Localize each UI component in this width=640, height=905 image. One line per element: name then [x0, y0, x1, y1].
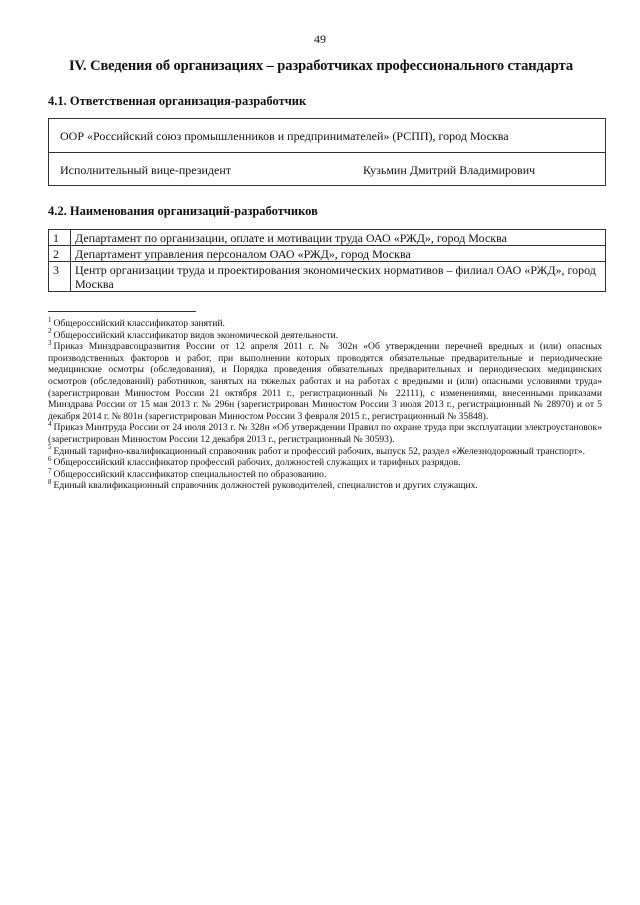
footnote-mark: 7	[48, 466, 52, 475]
footnotes	[48, 315, 602, 492]
footnote	[48, 422, 602, 445]
footnote-mark: 5	[48, 443, 52, 452]
footnote	[48, 327, 602, 342]
row-number: 1	[49, 230, 71, 246]
footnote-text: Общероссийский классификатор специальностей по образованию.	[53, 468, 327, 480]
footnote	[48, 454, 602, 469]
footnote-text: Приказ Минздравсоцразвития России от 12 апреля 2011 г. № 302н «Об утверждении перечней вредных и (или) опасных производственных факторов и работ, при выполнении которых проводятся обязательные предварительные и периодические медицинские осмотры (обследования), и Порядка проведения обязательных предварительных и периодических медицинских осмотров (обследований) работников, занятых на тяжелых работах и на работах с вредными и (или) опасными условиями труда» (зарегистрирован Минюстом России 21 октября 2011 г., регистрационный № 22111), с изменениями, внесенными приказами Минздрава России от 15 мая 2013 г. № 296н (зарегистрирован Минюстом России 3 июля 2013 г., регистрационный № 28970) и от 5 декабря 2014 г. № 801н (зарегистрирован Минюстом России 3 февраля 2015 г., регистрационный № 35848).	[48, 341, 602, 422]
footnote	[48, 341, 602, 422]
footnote-text: Общероссийский классификатор видов экономической деятельности.	[53, 329, 339, 341]
org-name: Департамент управления персоналом ОАО «РЖД», город Москва	[71, 246, 606, 262]
footnote	[48, 315, 602, 330]
responsible-person: Кузьмин Дмитрий Владимирович	[363, 163, 536, 177]
footnote-separator	[48, 311, 196, 312]
footnote-mark: 1	[48, 315, 52, 324]
developer-orgs-table	[48, 229, 606, 292]
footnote-text: Приказ Минтруда России от 24 июля 2013 г. № 328н «Об утверждении Правил по охране труда при эксплуатации электроустановок» (зарегистрирован Минюстом России 12 декабря 2013 г., регистрационный № 30593).	[48, 422, 602, 445]
row-number: 2	[49, 246, 71, 262]
page-number: 49	[314, 32, 326, 46]
table-row	[49, 262, 606, 292]
footnote-text: Общероссийский классификатор профессий рабочих, должностей служащих и тарифных разрядов.	[53, 457, 461, 469]
org-name: Департамент по организации, оплате и мотивации труда ОАО «РЖД», город Москва	[71, 230, 606, 246]
footnote-mark: 4	[48, 420, 52, 429]
footnote-mark: 3	[48, 339, 52, 347]
footnote-mark: 6	[48, 454, 52, 463]
footnote-mark: 2	[48, 327, 52, 336]
responsible-org-box	[48, 118, 606, 186]
table-row	[49, 246, 606, 262]
footnote	[48, 480, 602, 492]
footnote-text: Единый тарифно-квалификационный справочник работ и профессий рабочих, выпуск 52, раздел «Железнодорожный транспорт».	[53, 445, 586, 457]
org-name: Центр организации труда и проектирования экономических нормативов – филиал ОАО «РЖД», город Москва	[71, 262, 606, 292]
responsible-org-heading: 4.1. Ответственная организация-разработчик	[48, 94, 307, 108]
responsible-position: Исполнительный вице-президент	[60, 163, 232, 177]
footnote	[48, 443, 602, 458]
footnote-text: Общероссийский классификатор занятий.	[53, 318, 225, 329]
footnote	[48, 466, 602, 481]
section-title: IV. Сведения об организациях – разработчиках профессионального стандарта	[68, 58, 574, 74]
developer-orgs-heading: 4.2. Наименования организаций-разработчиков	[48, 204, 318, 218]
footnote-mark: 8	[48, 478, 52, 487]
footnote-text: Единый квалификационный справочник должностей руководителей, специалистов и других служащих.	[53, 480, 478, 492]
table-row	[49, 230, 606, 246]
row-number: 3	[49, 262, 71, 292]
responsible-org-name: ООР «Российский союз промышленников и предпринимателей» (РСПП), город Москва	[60, 129, 509, 143]
